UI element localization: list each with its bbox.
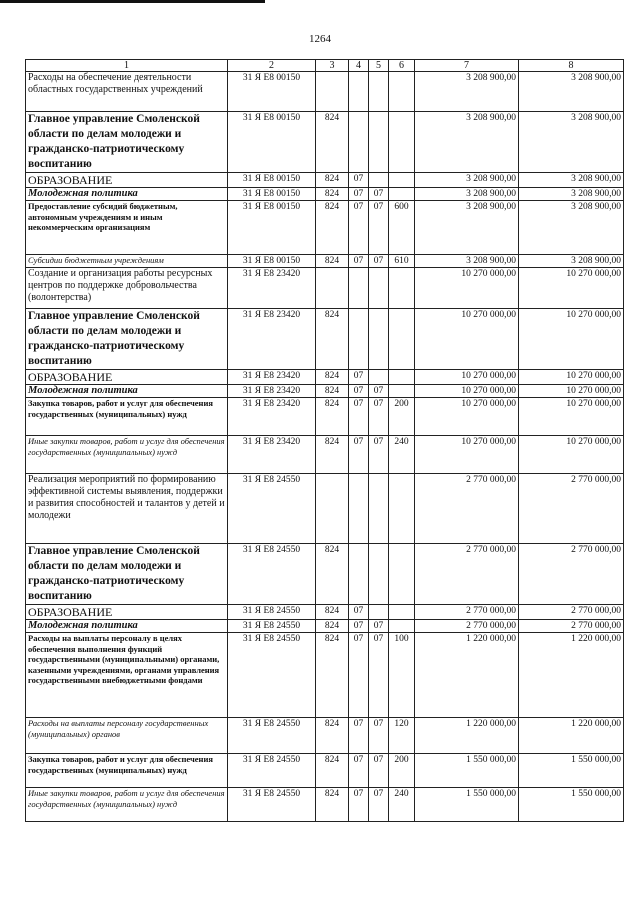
section-code: 07: [349, 173, 369, 188]
row-label: Закупка товаров, работ и услуг для обеспечения государственных (муниципальных) нужд: [26, 398, 228, 436]
subsection-code: 07: [369, 385, 389, 398]
table-header-row: [26, 60, 624, 72]
amount-year-1: 3 208 900,00: [415, 173, 519, 188]
grbs-code: 824: [316, 633, 349, 718]
row-label: Главное управление Смоленской области по делам молодежи и гражданско-патриотическому воспитанию: [26, 112, 228, 173]
table-row: [26, 188, 624, 201]
amount-year-2: 10 270 000,00: [519, 385, 624, 398]
amount-year-1: 10 270 000,00: [415, 436, 519, 474]
section-code: 07: [349, 788, 369, 822]
table-row: [26, 173, 624, 188]
amount-year-2: 2 770 000,00: [519, 605, 624, 620]
grbs-code: [316, 474, 349, 544]
amount-year-2: 3 208 900,00: [519, 201, 624, 255]
target-code: 31 Я Е8 24550: [228, 633, 316, 718]
table-row: [26, 436, 624, 474]
grbs-code: 824: [316, 436, 349, 474]
table-row: [26, 633, 624, 718]
section-code: 07: [349, 188, 369, 201]
grbs-code: 824: [316, 544, 349, 605]
amount-year-2: 3 208 900,00: [519, 112, 624, 173]
expense-type-code: [389, 72, 415, 112]
amount-year-2: 10 270 000,00: [519, 370, 624, 385]
section-code: 07: [349, 605, 369, 620]
grbs-code: 824: [316, 201, 349, 255]
amount-year-1: 2 770 000,00: [415, 605, 519, 620]
amount-year-1: 3 208 900,00: [415, 72, 519, 112]
expense-type-code: [389, 309, 415, 370]
grbs-code: 824: [316, 398, 349, 436]
section-code: [349, 112, 369, 173]
section-code: 07: [349, 255, 369, 268]
table-row: [26, 754, 624, 788]
target-code: 31 Я Е8 00150: [228, 112, 316, 173]
row-label: Создание и организация работы ресурсных центров по поддержке добровольчества (волонтерства): [26, 268, 228, 309]
page-number: 1264: [309, 33, 331, 45]
subsection-code: 07: [369, 436, 389, 474]
col-header: 7: [415, 60, 519, 72]
amount-year-1: 10 270 000,00: [415, 268, 519, 309]
row-label: Молодежная политика: [26, 188, 228, 201]
amount-year-1: 2 770 000,00: [415, 474, 519, 544]
grbs-code: 824: [316, 173, 349, 188]
row-label: ОБРАЗОВАНИЕ: [26, 370, 228, 385]
amount-year-2: 3 208 900,00: [519, 188, 624, 201]
section-code: [349, 309, 369, 370]
target-code: 31 Я Е8 23420: [228, 370, 316, 385]
subsection-code: 07: [369, 620, 389, 633]
row-label: ОБРАЗОВАНИЕ: [26, 605, 228, 620]
section-code: 07: [349, 620, 369, 633]
amount-year-2: 10 270 000,00: [519, 268, 624, 309]
table-row: [26, 788, 624, 822]
row-label: Молодежная политика: [26, 385, 228, 398]
section-code: 07: [349, 398, 369, 436]
top-rule: [0, 0, 265, 3]
col-header: 3: [316, 60, 349, 72]
target-code: 31 Я Е8 23420: [228, 309, 316, 370]
grbs-code: 824: [316, 718, 349, 754]
subsection-code: [369, 173, 389, 188]
row-label: Главное управление Смоленской области по делам молодежи и гражданско-патриотическому воспитанию: [26, 309, 228, 370]
subsection-code: 07: [369, 255, 389, 268]
target-code: 31 Я Е8 24550: [228, 788, 316, 822]
row-label: Иные закупки товаров, работ и услуг для обеспечения государственных (муниципальных) нужд: [26, 436, 228, 474]
subsection-code: [369, 268, 389, 309]
subsection-code: [369, 544, 389, 605]
subsection-code: [369, 474, 389, 544]
subsection-code: 07: [369, 718, 389, 754]
amount-year-1: 2 770 000,00: [415, 544, 519, 605]
subsection-code: 07: [369, 633, 389, 718]
section-code: 07: [349, 385, 369, 398]
target-code: 31 Я Е8 00150: [228, 188, 316, 201]
amount-year-2: 3 208 900,00: [519, 173, 624, 188]
amount-year-2: 2 770 000,00: [519, 544, 624, 605]
amount-year-1: 3 208 900,00: [415, 188, 519, 201]
expense-type-code: 200: [389, 398, 415, 436]
table-row: [26, 268, 624, 309]
grbs-code: 824: [316, 620, 349, 633]
col-header: 6: [389, 60, 415, 72]
row-label: Расходы на выплаты персоналу государственных (муниципальных) органов: [26, 718, 228, 754]
budget-table: [25, 59, 624, 822]
target-code: 31 Я Е8 00150: [228, 72, 316, 112]
table-row: [26, 255, 624, 268]
expense-type-code: [389, 385, 415, 398]
row-label: Реализация мероприятий по формированию эффективной системы выявления, поддержки и развития способностей и талантов у детей и молодежи: [26, 474, 228, 544]
target-code: 31 Я Е8 00150: [228, 173, 316, 188]
section-code: [349, 268, 369, 309]
target-code: 31 Я Е8 24550: [228, 718, 316, 754]
target-code: 31 Я Е8 23420: [228, 398, 316, 436]
col-header: 1: [26, 60, 228, 72]
table-row: [26, 544, 624, 605]
expense-type-code: [389, 268, 415, 309]
amount-year-1: 10 270 000,00: [415, 370, 519, 385]
amount-year-2: 10 270 000,00: [519, 309, 624, 370]
section-code: [349, 474, 369, 544]
subsection-code: 07: [369, 188, 389, 201]
grbs-code: 824: [316, 385, 349, 398]
amount-year-1: 10 270 000,00: [415, 398, 519, 436]
row-label: Расходы на обеспечение деятельности областных государственных учреждений: [26, 72, 228, 112]
expense-type-code: [389, 605, 415, 620]
amount-year-2: 1 550 000,00: [519, 788, 624, 822]
expense-type-code: 240: [389, 436, 415, 474]
amount-year-1: 10 270 000,00: [415, 385, 519, 398]
expense-type-code: [389, 544, 415, 605]
grbs-code: 824: [316, 112, 349, 173]
subsection-code: [369, 112, 389, 173]
row-label: Закупка товаров, работ и услуг для обеспечения государственных (муниципальных) нужд: [26, 754, 228, 788]
amount-year-1: 1 550 000,00: [415, 788, 519, 822]
table-row: [26, 385, 624, 398]
subsection-code: 07: [369, 201, 389, 255]
section-code: [349, 72, 369, 112]
amount-year-1: 1 220 000,00: [415, 633, 519, 718]
expense-type-code: 100: [389, 633, 415, 718]
target-code: 31 Я Е8 23420: [228, 385, 316, 398]
section-code: 07: [349, 370, 369, 385]
amount-year-1: 3 208 900,00: [415, 255, 519, 268]
row-label: Главное управление Смоленской области по делам молодежи и гражданско-патриотическому воспитанию: [26, 544, 228, 605]
amount-year-1: 1 220 000,00: [415, 718, 519, 754]
section-code: 07: [349, 436, 369, 474]
target-code: 31 Я Е8 24550: [228, 605, 316, 620]
grbs-code: 824: [316, 309, 349, 370]
section-code: 07: [349, 718, 369, 754]
amount-year-2: 3 208 900,00: [519, 72, 624, 112]
expense-type-code: 600: [389, 201, 415, 255]
col-header: 5: [369, 60, 389, 72]
section-code: 07: [349, 754, 369, 788]
subsection-code: 07: [369, 754, 389, 788]
amount-year-2: 1 550 000,00: [519, 754, 624, 788]
col-header: 2: [228, 60, 316, 72]
target-code: 31 Я Е8 24550: [228, 754, 316, 788]
expense-type-code: [389, 188, 415, 201]
grbs-code: 824: [316, 605, 349, 620]
target-code: 31 Я Е8 23420: [228, 436, 316, 474]
table-row: [26, 309, 624, 370]
expense-type-code: [389, 474, 415, 544]
expense-type-code: 240: [389, 788, 415, 822]
row-label: Предоставление субсидий бюджетным, автономным учреждениям и иным некоммерческим организациям: [26, 201, 228, 255]
table-row: [26, 112, 624, 173]
expense-type-code: [389, 370, 415, 385]
amount-year-2: 10 270 000,00: [519, 398, 624, 436]
expense-type-code: 610: [389, 255, 415, 268]
target-code: 31 Я Е8 24550: [228, 620, 316, 633]
expense-type-code: [389, 173, 415, 188]
grbs-code: 824: [316, 754, 349, 788]
amount-year-1: 2 770 000,00: [415, 620, 519, 633]
row-label: Субсидии бюджетным учреждениям: [26, 255, 228, 268]
row-label: Иные закупки товаров, работ и услуг для обеспечения государственных (муниципальных) нужд: [26, 788, 228, 822]
section-code: [349, 544, 369, 605]
col-header: 4: [349, 60, 369, 72]
table-row: [26, 620, 624, 633]
expense-type-code: [389, 112, 415, 173]
subsection-code: [369, 309, 389, 370]
amount-year-1: 10 270 000,00: [415, 309, 519, 370]
grbs-code: [316, 72, 349, 112]
row-label: Расходы на выплаты персоналу в целях обеспечения выполнения функций государственными (муниципальными) органами, казенными учреждениями, органами управления государственными внебюджетными фондами: [26, 633, 228, 718]
row-label: Молодежная политика: [26, 620, 228, 633]
subsection-code: 07: [369, 398, 389, 436]
expense-type-code: [389, 620, 415, 633]
grbs-code: 824: [316, 255, 349, 268]
grbs-code: 824: [316, 370, 349, 385]
table-row: [26, 605, 624, 620]
expense-type-code: 120: [389, 718, 415, 754]
amount-year-1: 1 550 000,00: [415, 754, 519, 788]
subsection-code: [369, 605, 389, 620]
section-code: 07: [349, 633, 369, 718]
table-row: [26, 370, 624, 385]
amount-year-2: 10 270 000,00: [519, 436, 624, 474]
grbs-code: [316, 268, 349, 309]
amount-year-2: 1 220 000,00: [519, 718, 624, 754]
expense-type-code: 200: [389, 754, 415, 788]
section-code: 07: [349, 201, 369, 255]
target-code: 31 Я Е8 24550: [228, 474, 316, 544]
col-header: 8: [519, 60, 624, 72]
grbs-code: 824: [316, 788, 349, 822]
table-row: [26, 474, 624, 544]
target-code: 31 Я Е8 24550: [228, 544, 316, 605]
amount-year-2: 3 208 900,00: [519, 255, 624, 268]
table-row: [26, 72, 624, 112]
target-code: 31 Я Е8 00150: [228, 201, 316, 255]
subsection-code: [369, 370, 389, 385]
amount-year-2: 2 770 000,00: [519, 620, 624, 633]
table-row: [26, 201, 624, 255]
target-code: 31 Я Е8 00150: [228, 255, 316, 268]
amount-year-2: 2 770 000,00: [519, 474, 624, 544]
table-row: [26, 718, 624, 754]
grbs-code: 824: [316, 188, 349, 201]
amount-year-1: 3 208 900,00: [415, 201, 519, 255]
amount-year-2: 1 220 000,00: [519, 633, 624, 718]
amount-year-1: 3 208 900,00: [415, 112, 519, 173]
target-code: 31 Я Е8 23420: [228, 268, 316, 309]
row-label: ОБРАЗОВАНИЕ: [26, 173, 228, 188]
subsection-code: 07: [369, 788, 389, 822]
subsection-code: [369, 72, 389, 112]
table-row: [26, 398, 624, 436]
